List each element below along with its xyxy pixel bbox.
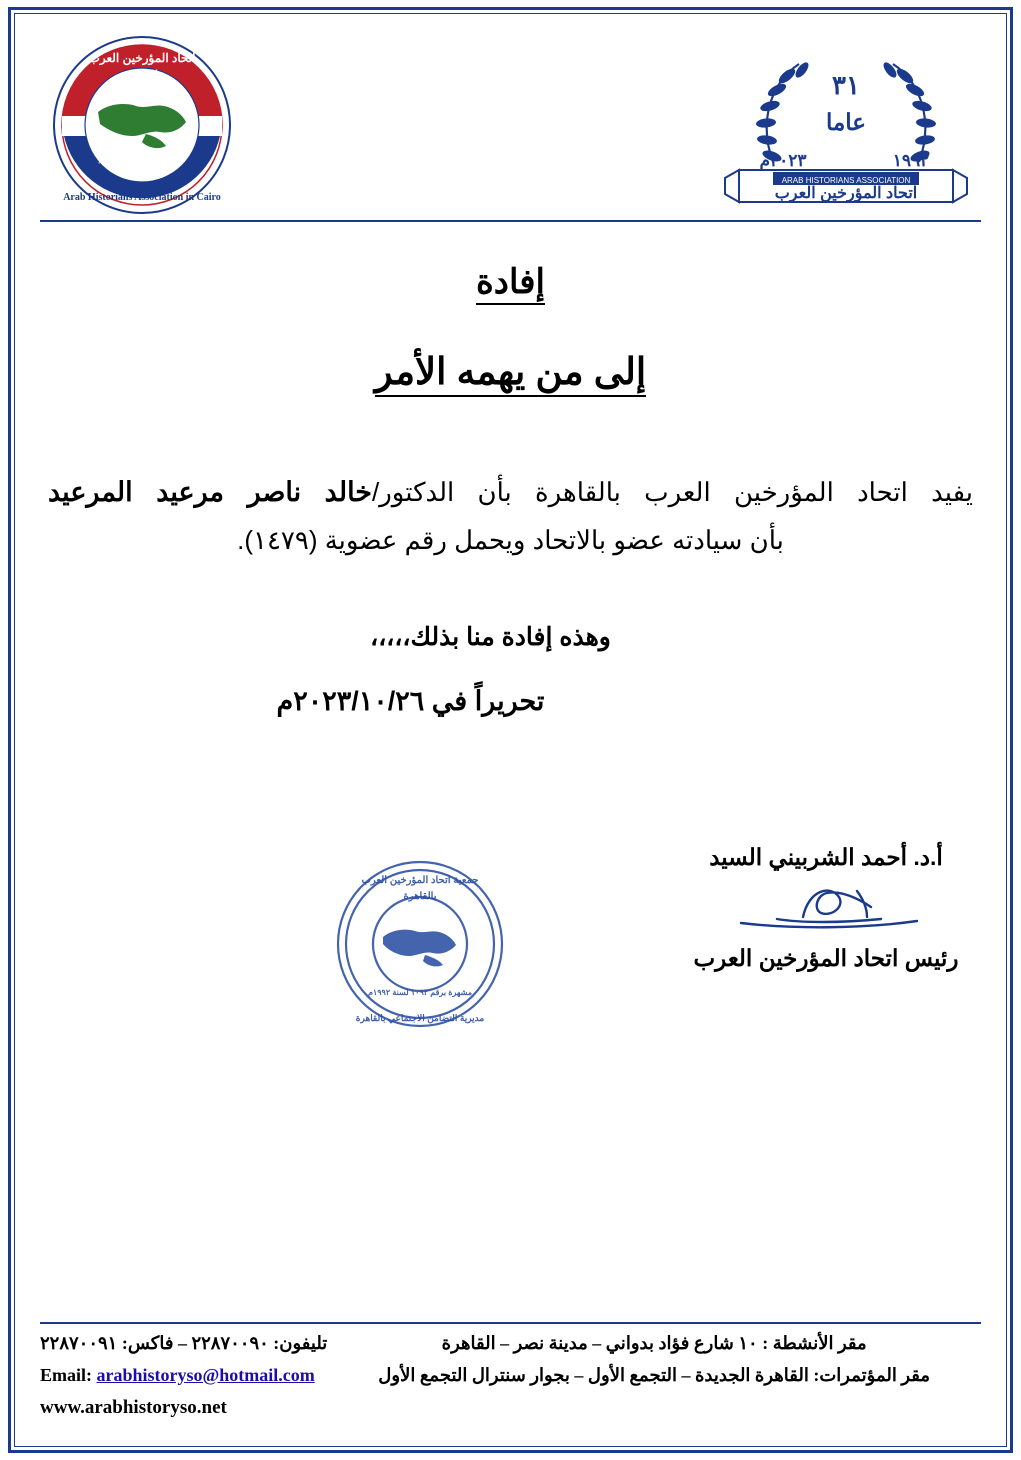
wreath-years-word: عاما bbox=[825, 110, 867, 135]
wreath-year-to: ٢٠٢٣م bbox=[759, 151, 807, 170]
document-body bbox=[40, 234, 981, 1023]
signature-block bbox=[681, 844, 971, 972]
body-paragraph-line-2: بأن سيادته عضو بالاتحاد ويحمل رقم عضوية (١٤٧٩). bbox=[237, 525, 784, 555]
footer-address-conferences: مقر المؤتمرات: القاهرة الجديدة – التجمع الأول – بجوار سنترال التجمع الأول bbox=[378, 1364, 931, 1385]
footer-addresses bbox=[327, 1326, 981, 1391]
letterhead-header bbox=[40, 24, 981, 214]
stamp-line-3: مشهرة برقم ١٠٩٢ لسنة ١٩٩٢م bbox=[367, 988, 473, 997]
logo-english: Arab Historians Association in Cairo bbox=[63, 192, 221, 203]
stamp-line-1: جمعية اتحاد المؤرخين العرب bbox=[361, 875, 479, 886]
member-name: خالد ناصر مرعيد المرعيد bbox=[48, 477, 373, 507]
association-logo bbox=[50, 34, 235, 216]
footer-address-activities: مقر الأنشطة : ١٠ شارع فؤاد بدواني – مدينة نصر – القاهرة bbox=[441, 1333, 867, 1353]
wreath-ribbon-sub-text: ARAB HISTORIANS ASSOCIATION bbox=[781, 176, 911, 185]
header-divider bbox=[40, 220, 981, 222]
logo-arabic-sub: بالقاهرة bbox=[122, 68, 162, 82]
closing-statement: وهذه إفادة منا بذلك،،،،، bbox=[370, 623, 611, 651]
wreath-year-from: ١٩٩٢ bbox=[892, 151, 930, 170]
anniversary-wreath-emblem bbox=[721, 42, 971, 207]
stamp-line-2: بالقاهرة bbox=[403, 891, 437, 902]
official-stamp bbox=[325, 849, 515, 1039]
body-prefix-text: يفيد اتحاد المؤرخين العرب بالقاهرة بأن الدكتور/ bbox=[372, 477, 974, 507]
handwritten-signature bbox=[681, 871, 971, 945]
footer-email-link[interactable]: arabhistoryso@hotmail.com bbox=[96, 1364, 315, 1385]
document-subtitle-text: إلى من يهمه الأمر bbox=[375, 351, 646, 397]
footer-divider bbox=[40, 1322, 981, 1324]
wreath-ribbon-text: اتحاد المؤرخين العرب bbox=[774, 185, 918, 202]
document-title-text: إفادة bbox=[476, 263, 545, 305]
stamp-line-4: مديرية التضامن الاجتماعي بالقاهرة bbox=[355, 1013, 485, 1023]
footer-contacts bbox=[40, 1326, 327, 1424]
footer-email-label: Email: bbox=[40, 1364, 92, 1385]
document-title bbox=[40, 262, 981, 302]
logo-arabic-small: مشهر برقم ١٠٩٢ لسنة ١٩٩٢م bbox=[98, 157, 186, 164]
logo-arabic-top: اتحاد المؤرخين العرب bbox=[88, 51, 196, 65]
signatory-title: رئيس اتحاد المؤرخين العرب bbox=[693, 945, 959, 971]
footer-phone-fax: تليفون: ٢٢٨٧٠٠٩٠ – فاكس: ٢٢٨٧٠٠٩١ bbox=[40, 1333, 328, 1353]
wreath-years-number: ٣١ bbox=[832, 71, 860, 100]
footer-website[interactable]: www.arabhistoryso.net bbox=[40, 1397, 227, 1418]
body-paragraph-line-1 bbox=[40, 465, 981, 519]
document-subtitle bbox=[40, 350, 981, 393]
signatory-name: أ.د. أحمد الشربيني السيد bbox=[709, 844, 943, 870]
issue-date: تحريراً في ٢٠٢٣/١٠/٢٦م bbox=[276, 686, 545, 716]
footer-email-row bbox=[40, 1360, 327, 1392]
page-content bbox=[40, 24, 981, 1436]
letterhead-footer bbox=[40, 1326, 981, 1422]
